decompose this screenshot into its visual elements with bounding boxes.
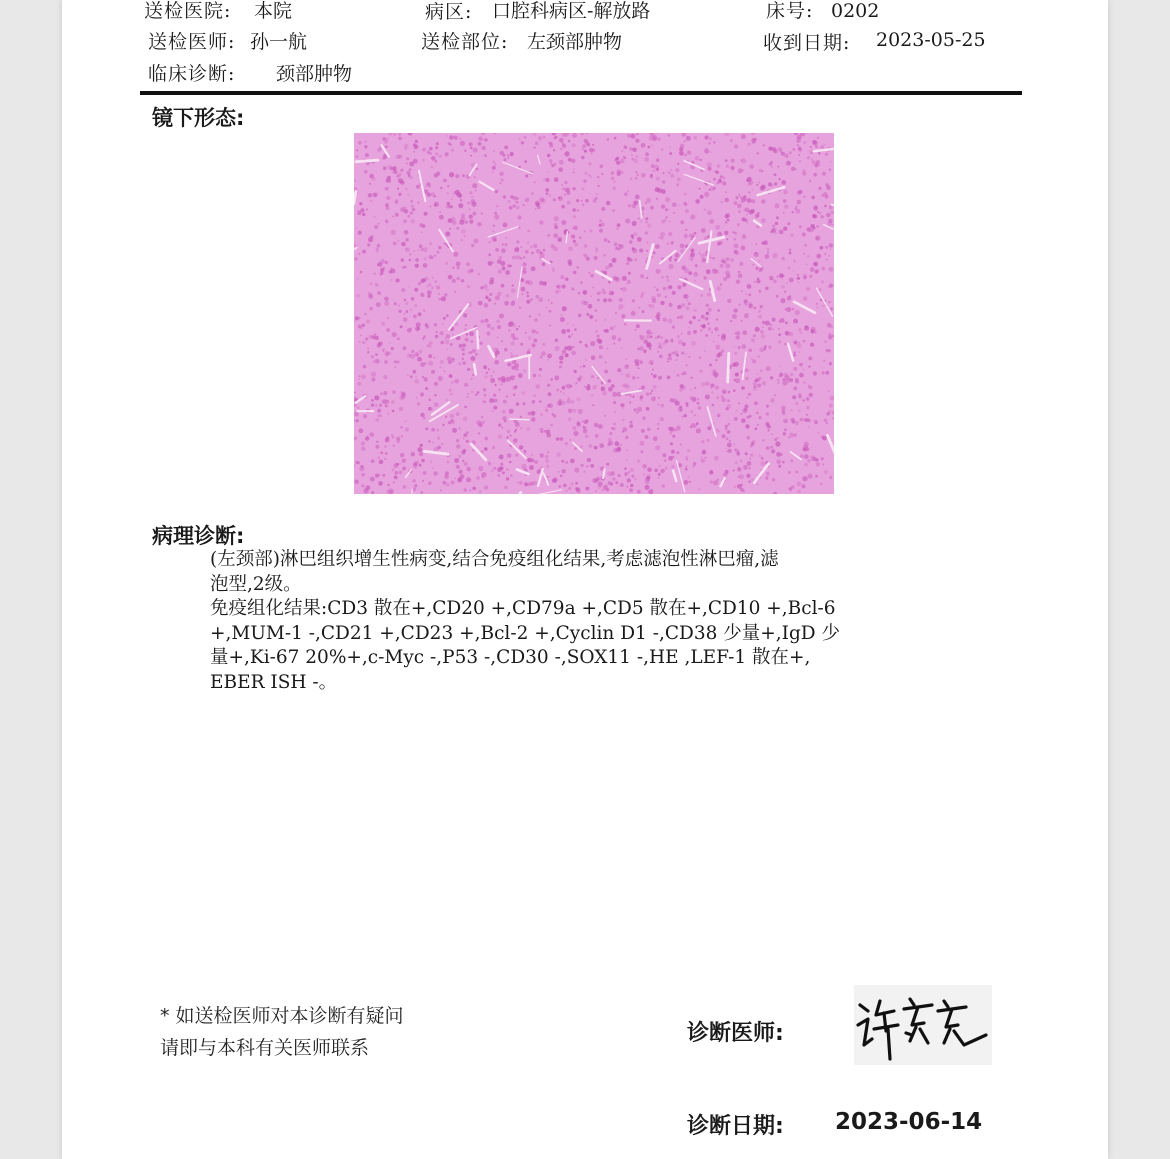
microscopy-title: 镜下形态: xyxy=(152,106,245,130)
footnote-line-1: * 如送检医师对本诊断有疑问 xyxy=(160,1005,404,1027)
signature-image xyxy=(854,985,992,1065)
header-divider xyxy=(140,91,1022,95)
ward-label: 病区: xyxy=(425,1,473,23)
doctor-value: 孙一航 xyxy=(250,31,308,53)
received-value: 2023-05-25 xyxy=(876,29,986,51)
pathology-title: 病理诊断: xyxy=(152,524,245,548)
clinical-label: 临床诊断: xyxy=(148,63,236,85)
signature-stroke xyxy=(854,985,992,1065)
doctor-label: 送检医师: xyxy=(148,31,236,53)
site-value: 左颈部肿物 xyxy=(527,31,623,53)
diagnosis-line-1: (左颈部)淋巴组织增生性病变,结合免疫组化结果,考虑滤泡性淋巴瘤,滤 xyxy=(210,549,779,570)
ihc-line-2: +,MUM-1 -,CD21 +,CD23 +,Bcl-2 +,Cyclin D1 -,CD38 少量+,IgD 少 xyxy=(210,622,840,644)
received-label: 收到日期: xyxy=(763,32,851,54)
hospital-value: 本院 xyxy=(254,0,293,22)
footnote-line-2: 请即与本科有关医师联系 xyxy=(160,1037,370,1059)
site-label: 送检部位: xyxy=(421,31,509,53)
bed-label: 床号: xyxy=(766,0,814,22)
diagnosis-line-2: 泡型,2级。 xyxy=(210,573,302,595)
ihc-line-3: 量+,Ki-67 20%+,c-Myc -,P53 -,CD30 -,SOX11 -,HE ,LEF-1 散在+, xyxy=(210,647,811,668)
histology-texture xyxy=(354,133,834,494)
ihc-line-1: 免疫组化结果:CD3 散在+,CD20 +,CD79a +,CD5 散在+,CD10 +,Bcl-6 xyxy=(210,598,836,619)
clinical-value: 颈部肿物 xyxy=(276,63,353,85)
histology-image xyxy=(354,133,834,494)
hospital-label: 送检医院: xyxy=(144,0,232,22)
report-page xyxy=(62,0,1108,1159)
signer-label: 诊断医师: xyxy=(687,1021,784,1046)
ihc-line-4: EBER ISH -。 xyxy=(210,671,338,693)
ward-value: 口腔科病区-解放路 xyxy=(492,0,651,22)
diagnosis-date: 2023-06-14 xyxy=(835,1109,983,1135)
bed-value: 0202 xyxy=(831,0,880,22)
date-label: 诊断日期: xyxy=(687,1114,784,1139)
pathology-diagnosis xyxy=(210,548,940,695)
